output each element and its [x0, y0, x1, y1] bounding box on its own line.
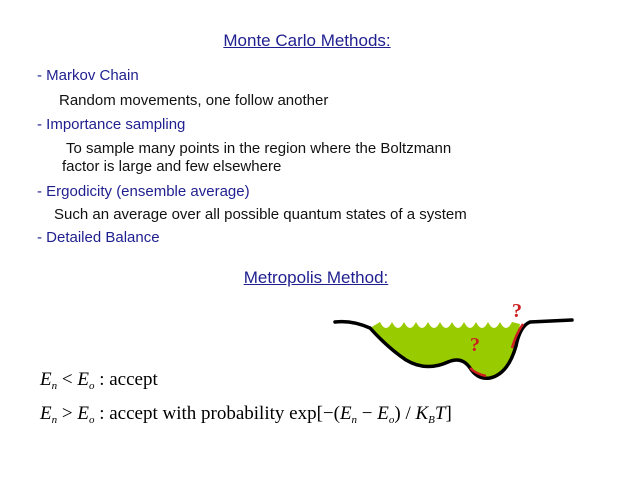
ergodicity-description: Such an average over all possible quantum states of a system [54, 206, 467, 223]
energy-e: E [40, 369, 52, 390]
less-than: < [61, 369, 73, 390]
energy-landscape-diagram [330, 298, 580, 388]
greater-than: > [61, 403, 73, 424]
metropolis-title: Metropolis Method: [243, 268, 389, 287]
equation-accept [40, 369, 158, 392]
importance-sampling-line-2: factor is large and few elsewhere [62, 158, 282, 175]
sub-o: o [88, 414, 95, 426]
temperature-t: T [434, 403, 446, 424]
sub-o: o [88, 380, 95, 392]
accept-prob-text: : accept with probability exp[−( [99, 403, 340, 424]
energy-e: E [339, 403, 352, 424]
minus-sign: − [361, 403, 373, 424]
equation-accept-probability [40, 403, 452, 426]
accept-text: : accept [99, 369, 158, 390]
bullet-detailed-balance: - Detailed Balance [37, 229, 160, 246]
sub-n: n [51, 380, 58, 392]
markov-chain-description: Random movements, one follow another [59, 92, 329, 109]
close-bracket: ] [445, 403, 452, 424]
bullet-importance-sampling: - Importance sampling [37, 116, 186, 133]
bullet-ergodicity: - Ergodicity (ensemble average) [37, 183, 250, 200]
question-mark-right: ? [512, 300, 522, 322]
energy-e: E [77, 369, 89, 390]
page-title: Monte Carlo Methods: [223, 31, 391, 50]
sub-o: o [388, 414, 395, 426]
importance-sampling-line-1: To sample many points in the region where the Boltzmann [66, 140, 452, 157]
energy-e: E [377, 403, 389, 424]
boltzmann-k: K [415, 403, 429, 424]
energy-e: E [40, 403, 52, 424]
question-mark-left: ? [470, 334, 480, 356]
sub-n: n [351, 414, 358, 426]
close-div: ) / [394, 403, 416, 424]
sub-n: n [51, 414, 58, 426]
bullet-markov-chain: - Markov Chain [37, 67, 139, 84]
energy-e: E [77, 403, 89, 424]
sub-b: B [428, 414, 435, 426]
